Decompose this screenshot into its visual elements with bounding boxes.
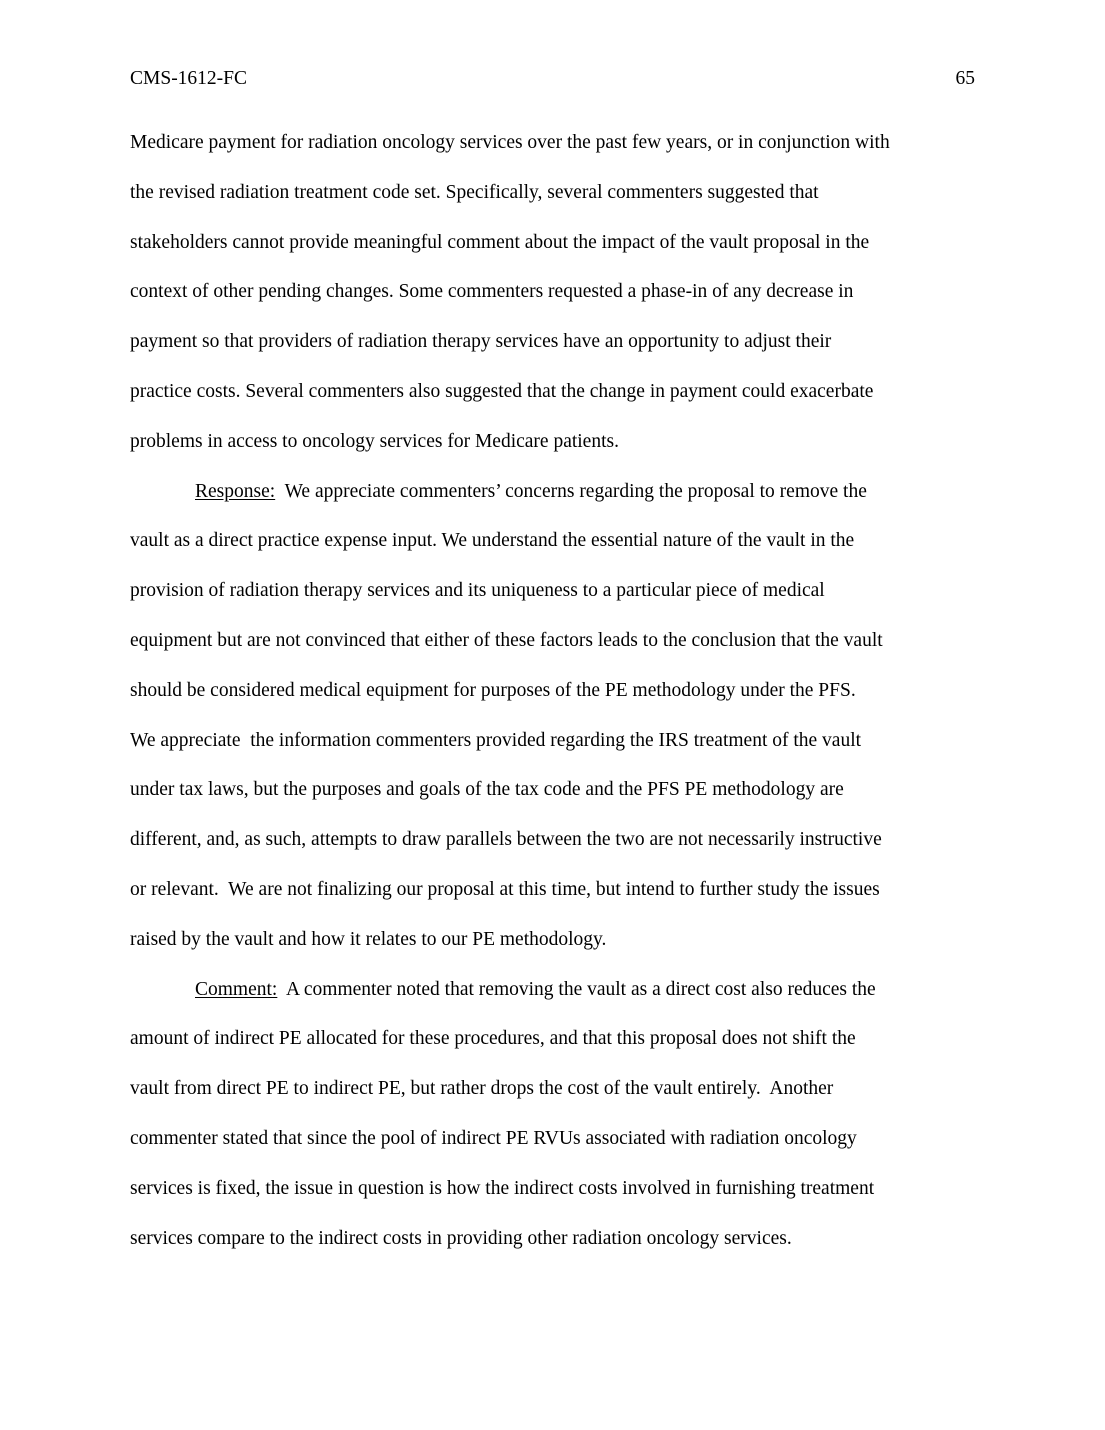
text-line: should be considered medical equipment for purposes of the PE methodology under the PFS. <box>130 679 856 701</box>
text-line: the revised radiation treatment code set. Specifically, several commenters suggested that <box>130 181 819 203</box>
text-line: different, and, as such, attempts to draw parallels between the two are not necessarily instructive <box>130 829 882 851</box>
text-line: services compare to the indirect costs in providing other radiation oncology services. <box>130 1227 792 1249</box>
comment-label: Comment: <box>195 978 278 1000</box>
text-line: raised by the vault and how it relates to our PE methodology. <box>130 928 607 950</box>
document-id: CMS-1612-FC <box>130 68 248 89</box>
response-first-text: We appreciate commenters’ concerns regarding the proposal to remove the <box>275 480 867 502</box>
text-line: payment so that providers of radiation therapy services have an opportunity to adjust their <box>130 331 832 353</box>
text-line: equipment but are not convinced that either of these factors leads to the conclusion that the vault <box>130 629 883 651</box>
text-line: context of other pending changes. Some commenters requested a phase-in of any decrease in <box>130 281 854 303</box>
text-line: practice costs. Several commenters also suggested that the change in payment could exacerbate <box>130 380 874 402</box>
response-label: Response: <box>195 480 276 502</box>
text-line: We appreciate the information commenters provided regarding the IRS treatment of the vault <box>130 729 862 751</box>
text-line: or relevant. We are not finalizing our proposal at this time, but intend to further study the issues <box>130 878 880 900</box>
document-body <box>130 130 976 1275</box>
text-line: services is fixed, the issue in question is how the indirect costs involved in furnishing treatment <box>130 1177 875 1199</box>
comment-first-line <box>130 977 976 1027</box>
text-line: provision of radiation therapy services and its uniqueness to a particular piece of medical <box>130 580 825 602</box>
text-line: problems in access to oncology services for Medicare patients. <box>130 430 619 452</box>
response-first-line <box>130 479 976 529</box>
text-line: stakeholders cannot provide meaningful comment about the impact of the vault proposal in the <box>130 231 870 253</box>
text-line: commenter stated that since the pool of indirect PE RVUs associated with radiation oncology <box>130 1127 857 1149</box>
text-line: amount of indirect PE allocated for these procedures, and that this proposal does not shift the <box>130 1028 856 1050</box>
text-line: under tax laws, but the purposes and goals of the tax code and the PFS PE methodology are <box>130 779 844 801</box>
text-line: vault from direct PE to indirect PE, but rather drops the cost of the vault entirely. Another <box>130 1078 834 1100</box>
page-number: 65 <box>955 68 975 89</box>
text-line: vault as a direct practice expense input. We understand the essential nature of the vault in the <box>130 530 855 552</box>
text-line: Medicare payment for radiation oncology services over the past few years, or in conjunction with <box>130 132 890 153</box>
comment-first-text: A commenter noted that removing the vault as a direct cost also reduces the <box>277 978 876 1000</box>
